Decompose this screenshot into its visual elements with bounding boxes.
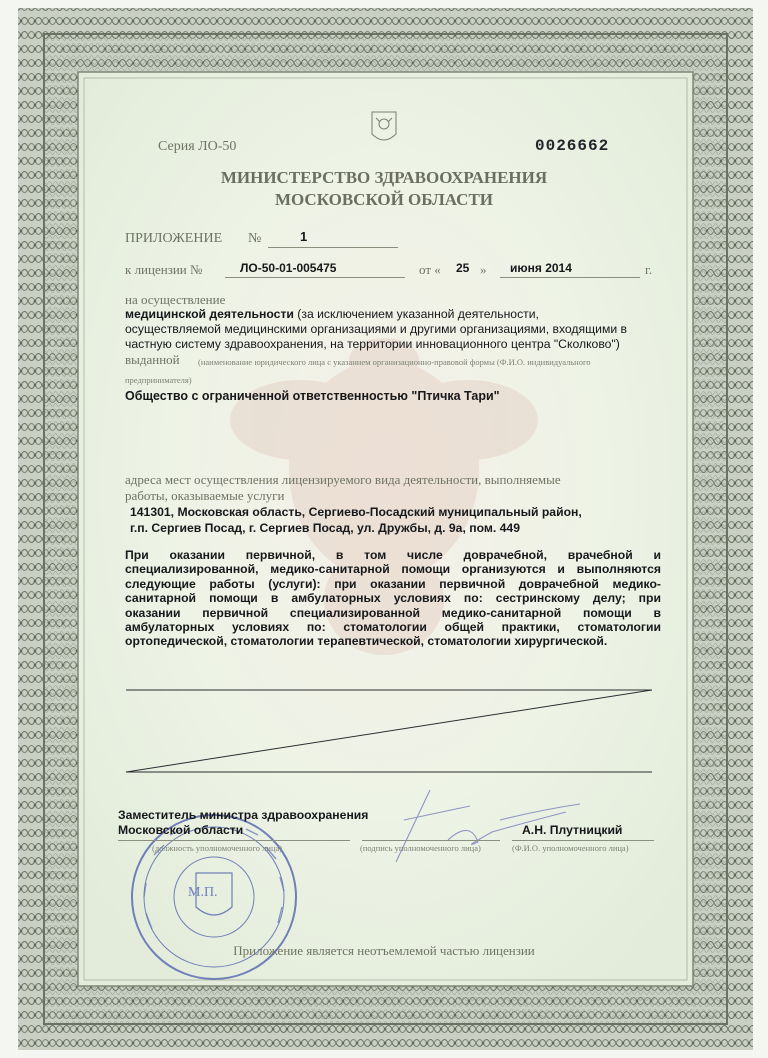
- services-line: При оказании первичной, в том числе доврачебной, врачебной и: [125, 548, 661, 562]
- services-line: оказании первичной специализированной медико-санитарной помощи в: [125, 605, 661, 620]
- license-month-field: [500, 277, 640, 278]
- activity-line1-rest: (за исключением указанной деятельности,: [293, 307, 539, 321]
- license-date-day: 25: [456, 261, 470, 275]
- activity-line1: [125, 307, 539, 321]
- license-date-month-year: июня 2014: [510, 261, 572, 275]
- footer-note: Приложение является неотъемлемой частью лицензии: [233, 943, 535, 958]
- addresses-label-line1: адреса мест осуществления лицензируемого вида деятельности, выполняемые: [125, 472, 561, 487]
- appendix-label: ПРИЛОЖЕНИЕ: [125, 231, 223, 246]
- issued-label: выданной: [125, 352, 180, 367]
- license-date-from: от «: [419, 262, 441, 277]
- address-line2: г.п. Сергиев Посад, г. Сергиев Посад, ул. Дружбы, д. 9а, пом. 449: [130, 521, 520, 535]
- ministry-title-line2: МОСКОВСКОЙ ОБЛАСТИ: [274, 190, 494, 209]
- services-paragraph: [125, 548, 661, 649]
- document-number: 0026662: [535, 137, 610, 155]
- activity-intro: на осуществление: [125, 292, 226, 307]
- caption-name: (Ф.И.О. уполномоченного лица): [512, 843, 629, 853]
- signature-field: [362, 840, 500, 841]
- issued-caption-line1: (наименование юридического лица с указанием организационно-правовой формы (Ф.И.О. индивидуального: [198, 357, 591, 367]
- license-ref-prefix: к лицензии №: [125, 262, 203, 277]
- address-line1: 141301, Московская область, Сергиево-Посадский муниципальный район,: [130, 505, 582, 519]
- license-number: ЛО-50-01-005475: [240, 261, 337, 275]
- ministry-title-line1: МИНИСТЕРСТВО ЗДРАВООХРАНЕНИЯ: [220, 168, 548, 187]
- services-line: специализированной, медико-санитарной помощи организуются и выполняются: [125, 562, 661, 577]
- license-date-day-close: »: [480, 262, 487, 277]
- addresses-label-line2: работы, оказываемые услуги: [125, 488, 285, 503]
- services-line: ортопедической, стоматологии терапевтической, стоматологии хирургической.: [125, 634, 608, 649]
- activity-line2: осуществляемой медицинскими организациями и другими организациями, входящими в: [125, 322, 628, 336]
- appendix-number-sign: №: [248, 231, 262, 246]
- signer-name: А.Н. Плутницкий: [522, 823, 623, 837]
- appendix-number-field: [268, 247, 398, 248]
- license-date-year-suffix: г.: [645, 262, 653, 277]
- services-line: амбулаторных условиях по: стоматологии общей практики, стоматологии: [125, 620, 661, 635]
- caption-position: (должность уполномоченного лица): [152, 843, 283, 853]
- services-line: следующие работы (услуги): при оказании первичной доврачебной медико-: [125, 576, 661, 591]
- activity-line3: частную систему здравоохранения, на территории инновационного центра "Сколково"): [125, 337, 620, 351]
- position-field: [118, 840, 350, 841]
- company-name: Общество с ограниченной ответственностью "Птичка Тари": [125, 389, 500, 403]
- series-label: Серия ЛО-50: [158, 139, 237, 154]
- name-field: [512, 840, 654, 841]
- signer-position-line2: Московской области: [118, 823, 244, 837]
- activity-name: медицинской деятельности: [125, 307, 294, 321]
- stamp-mark: М.П.: [188, 885, 218, 900]
- services-line: санитарной помощи в амбулаторных условиях по: сестринскому делу; при: [125, 591, 661, 606]
- license-number-field: [225, 277, 405, 278]
- caption-signature: (подпись уполномоченного лица): [360, 843, 481, 853]
- issued-caption-line2: предпринимателя): [125, 375, 192, 385]
- appendix-number: 1: [300, 229, 308, 244]
- signer-position-line1: Заместитель министра здравоохранения: [118, 808, 369, 822]
